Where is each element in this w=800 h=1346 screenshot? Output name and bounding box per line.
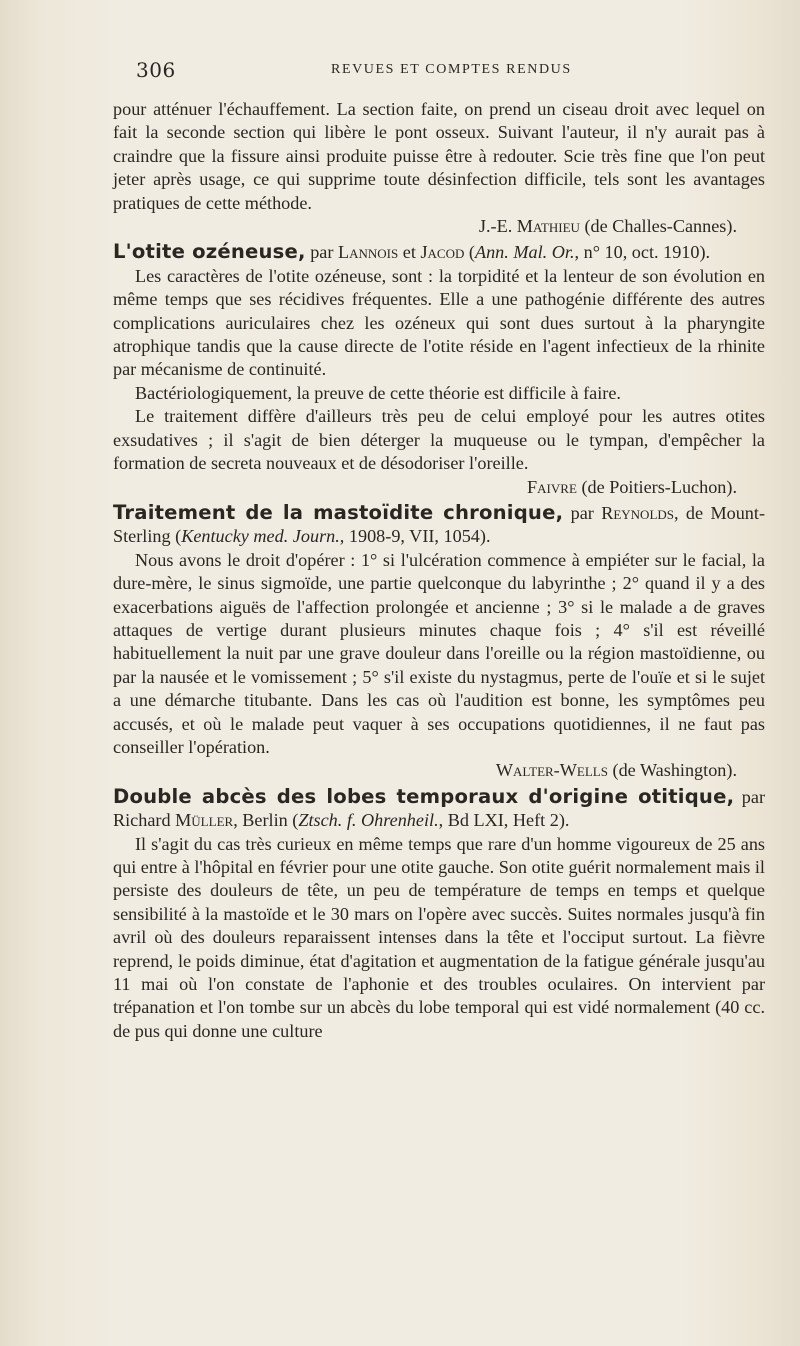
author-name: Lannois bbox=[337, 242, 399, 263]
journal-name: Ztsch. f. Ohrenheil. bbox=[298, 810, 439, 831]
article-heading: Double abcès des lobes temporaux d'origine otitique, par Richard Müller, Berlin (Ztsch. f. Ohrenheil., Bd LXI, Heft 2). bbox=[113, 784, 766, 831]
article-signature bbox=[113, 476, 765, 499]
article-otite-ozeneuse bbox=[113, 240, 765, 498]
journal-name: Ann. Mal. Or. bbox=[474, 242, 575, 263]
paragraph: Bactériologiquement, la preuve de cette théorie est difficile à faire. bbox=[135, 382, 621, 403]
article-heading: Traitement de la mastoïdite chronique, par Reynolds, de Mount-Sterling (Kentucky med. Journ., 1908-9, VII, 1054). bbox=[113, 500, 766, 547]
signature-place: (de Washington). bbox=[612, 760, 737, 781]
author-name: Reynolds bbox=[601, 502, 674, 523]
page-body bbox=[113, 98, 765, 1043]
running-title: REVUES ET COMPTES RENDUS bbox=[331, 62, 572, 77]
journal-name: Kentucky med. Journ. bbox=[181, 526, 340, 547]
paragraph: Les caractères de l'otite ozéneuse, sont : la torpidité et la lenteur de son évolution en même temps que ses récidives fréquentes. Elle a une pathogénie différente des autres complications auriculaires chez les ozéneux qui sont dues surtout à la pharyngite atrophique tandis que la cause directe de l'otite réside en l'agent infectieux de la rhinite par mécanisme de continuité. bbox=[113, 265, 765, 380]
author-name: Jacod bbox=[420, 242, 465, 263]
article-title: Double abcès des lobes temporaux d'origine otitique, bbox=[113, 784, 735, 808]
author-name: Müller bbox=[175, 810, 234, 831]
paragraph: Nous avons le droit d'opérer : 1° si l'ulcération commence à empiéter sur le facial, la dure-mère, le sinus sigmoïde, une partie quelconque du labyrinthe ; 2° quand il y a des exacerbations aiguës de l'affection prolongée et ancienne ; 3° si le malade a de graves attaques de vertige durant plusieurs minutes chaque fois ; 4° s'il est réveillé habituellement la nuit par une grave douleur dans l'oreille ou la région mastoïdienne, ou par la nausée et le vomissement ; 5° s'il existe du nystagmus, perte de l'ouïe et si le sujet a une démarche titubante. Dans les cas où l'audition est bonne, les symptômes peu accusés, et où le malade peut vaquer à ses occupations quotidiennes, il ne faut pas conseiller l'opération. bbox=[113, 549, 765, 757]
paragraph: Le traitement diffère d'ailleurs très peu de celui employé pour les autres otites exsudatives ; il s'agit de bien déterger la muqueuse ou le tympan, d'empêcher la formation de secreta nouveaux et de désodoriser l'oreille. bbox=[113, 406, 765, 474]
paragraph: Il s'agit du cas très curieux en même temps que rare d'un homme vigoureux de 25 ans qui entre à l'hôpital en février pour une otite gauche. Son otite guérit normalement mais il persiste des douleurs de tête, un peu de température de temps en temps et quelque sensibilité à la mastoïde et le 30 mars on l'opère avec succès. Suites normales jusqu'à fin avril où des douleurs reparaissent intenses dans la tête et l'occiput surtout. La fièvre reprend, le poids diminue, état d'agitation et augmentation de la fatigue générale jusqu'au 11 mai où l'on constate de l'aphonie et des troubles oculaires. On intervient par trépanation et l'on tombe sur un abcès du lobe temporal qui est vidé normalement (40 cc. de pus qui donne une culture bbox=[113, 833, 765, 1041]
article-signature bbox=[113, 759, 765, 782]
article-title: Traitement de la mastoïdite chronique, bbox=[113, 500, 564, 524]
signature-place: (de Challes-Cannes). bbox=[584, 216, 737, 237]
signature-name: Walter-Wells bbox=[495, 760, 608, 781]
intro-paragraph: pour atténuer l'échauffement. La section faite, on prend un ciseau droit avec lequel on fait la seconde section qui libère le pont osseux. Suivant l'auteur, il n'y aurait pas à craindre que la fissure ainsi produite puisse être à redouter. Scie très fine que l'on peut jeter après usage, ce qui supprime toute désinfection difficile, tels sont les avantages pratiques de cette méthode. bbox=[113, 99, 765, 213]
signature-name: J.-E. Mathieu bbox=[478, 216, 580, 237]
signature-name: Faivre bbox=[527, 476, 577, 497]
article-mastoidite-chronique bbox=[113, 501, 765, 783]
page-header bbox=[136, 58, 756, 84]
article-double-abces bbox=[113, 785, 765, 1043]
signature-place: (de Poitiers-Luchon). bbox=[581, 476, 737, 497]
page-number: 306 bbox=[136, 58, 176, 82]
intro-signature bbox=[113, 215, 765, 238]
article-heading: L'otite ozéneuse, par Lannois et Jacod (Ann. Mal. Or., n° 10, oct. 1910). bbox=[113, 240, 711, 264]
article-title: L'otite ozéneuse, bbox=[113, 240, 306, 264]
